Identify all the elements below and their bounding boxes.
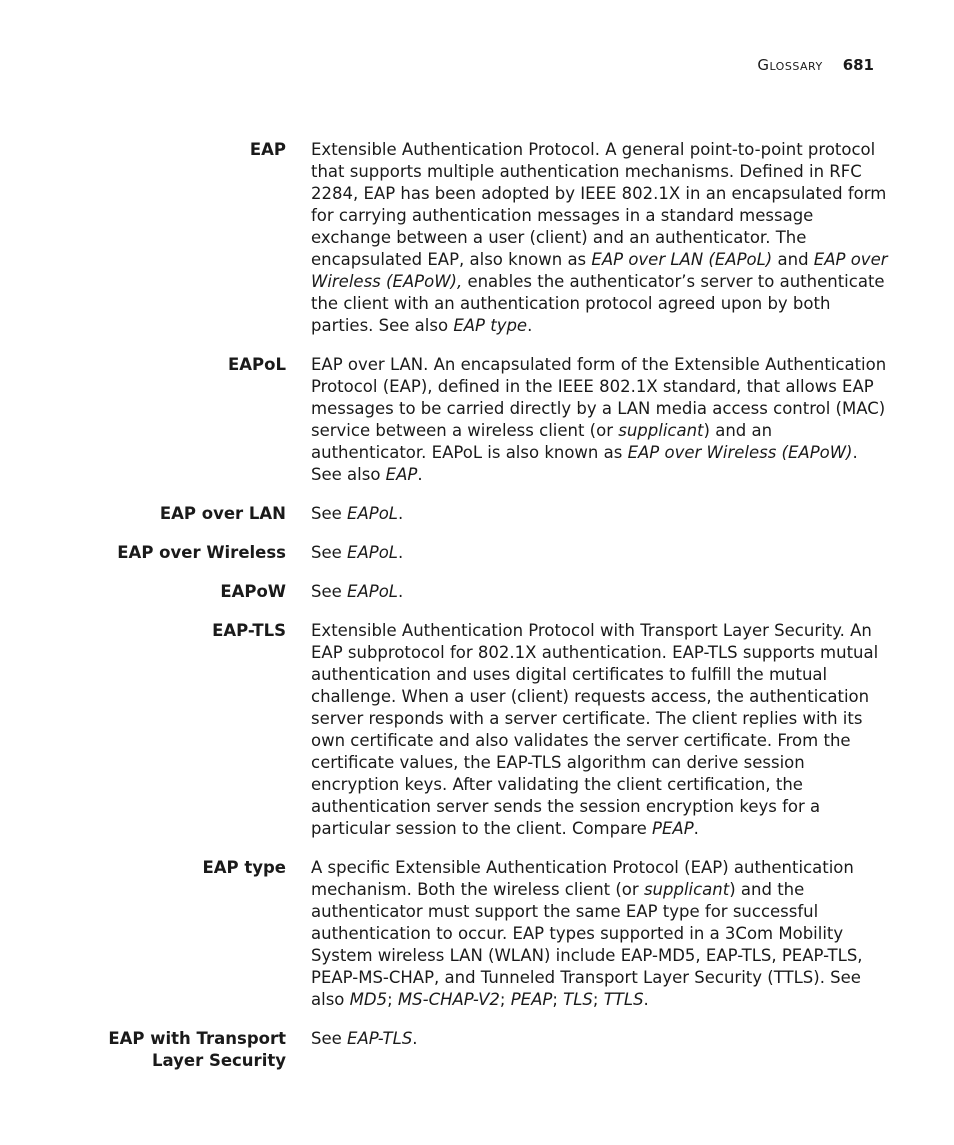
glossary-entry [0, 503, 954, 525]
definition-text: . [397, 543, 404, 562]
definition-text: See [311, 1029, 348, 1048]
definition-cross-reference: TTLS [603, 990, 644, 1009]
definition-text: . See also [311, 443, 858, 484]
definition-text: and [772, 250, 814, 269]
definition-cross-reference: PEAP [510, 990, 553, 1009]
definition-text: . [412, 1029, 418, 1048]
glossary-definition [311, 620, 889, 840]
glossary-entry [0, 581, 954, 603]
section-title-rest: LOSSARY [769, 60, 823, 73]
definition-cross-reference: EAP over Wireless (EAPoW) [627, 443, 853, 462]
definition-text: EAP over LAN. An encapsulated form of the Extensible Authentication Protocol (EAP), defined in the IEEE 802.1X standard, that allows EAP messages to be carried directly by a LAN media access control (MAC) service between a wireless client (or [311, 355, 887, 440]
definition-cross-reference: EAP over LAN (EAPoL) [591, 250, 773, 269]
page-number: 681 [842, 56, 874, 74]
definition-text: Extensible Authentication Protocol with Transport Layer Security. An EAP subprotocol for 802.1X authentication. EAP-TLS supports mutual authentication and uses digital certificates to fulfill the mutual challenge. When a user (client) requests access, the authentication server responds with a server certificate. The client replies with its own certificate and also validates the server certificate. From the certificate values, the EAP-TLS algorithm can derive session encryption keys. After validating the client certification, the authentication server sends the session encryption keys for a particular session to the client. Compare [311, 621, 879, 838]
definition-cross-reference: EAP type [453, 316, 528, 335]
glossary-entry [0, 354, 954, 486]
section-title [757, 56, 822, 74]
definition-cross-reference: EAPoL [347, 543, 398, 562]
definition-text: . [417, 465, 423, 484]
definition-text: . [693, 819, 699, 838]
glossary-entry [0, 1028, 954, 1072]
glossary-entry [0, 620, 954, 840]
glossary-definition [311, 503, 889, 525]
definition-cross-reference: EAP over Wireless (EAPoW), [311, 250, 888, 291]
definition-cross-reference: PEAP [652, 819, 694, 838]
glossary-entry [0, 139, 954, 337]
definition-text: See [311, 504, 348, 523]
glossary-definition [311, 857, 889, 1011]
definition-cross-reference: EAP [385, 465, 418, 484]
definition-text: ; [552, 990, 564, 1009]
glossary-list [0, 139, 954, 1089]
glossary-definition [311, 542, 889, 564]
glossary-term: EAP over LAN [159, 504, 286, 523]
definition-text: Extensible Authentication Protocol. A general point-to-point protocol that supports multiple authentication mechanisms. Defined in RFC 2284, EAP has been adopted by IEEE 802.1X in an encapsulated form for carrying authentication messages in a standard message exchange between a user (client) and an authenticator. The encapsulated EAP, also known as [311, 140, 887, 269]
definition-cross-reference: EAP-TLS [347, 1029, 413, 1048]
definition-text: ; [387, 990, 398, 1009]
glossary-term: EAPoL [228, 355, 286, 374]
definition-text: See [311, 543, 348, 562]
definition-text: . [397, 504, 404, 523]
glossary-term: EAP-TLS [212, 621, 286, 640]
definition-cross-reference: EAPoL [347, 504, 398, 523]
definition-cross-reference: TLS [563, 990, 593, 1009]
definition-text: A specific Extensible Authentication Protocol (EAP) authentication mechanism. Both the wireless client (or [311, 858, 854, 899]
glossary-entry [0, 542, 954, 564]
definition-text: See [311, 582, 348, 601]
glossary-term: EAP [249, 140, 286, 159]
definition-text: ) and an authenticator. EAPoL is also known as [311, 421, 773, 462]
definition-cross-reference: supplicant [643, 880, 730, 899]
definition-text: . [527, 316, 533, 335]
glossary-term: EAP type [202, 858, 286, 877]
definition-cross-reference: MS-CHAP-V2 [397, 990, 500, 1009]
definition-text: ) and the authenticator must support the same EAP type for successful authentication to occur. EAP types supported in a 3Com Mobility System wireless LAN (WLAN) include EAP-MD5, EAP-TLS, PEAP-TLS, PEAP-MS-CHAP, and Tunneled Transport Layer Security (TTLS). See also [311, 880, 863, 1009]
definition-text: . [397, 582, 404, 601]
glossary-entry [0, 857, 954, 1011]
definition-text: ; [499, 990, 511, 1009]
definition-cross-reference: supplicant [618, 421, 704, 440]
glossary-term: EAP with Transport Layer Security [108, 1029, 286, 1070]
glossary-term: EAP over Wireless [117, 543, 286, 562]
glossary-term: EAPoW [220, 582, 286, 601]
glossary-definition [311, 354, 889, 486]
definition-cross-reference: EAPoL [347, 582, 398, 601]
glossary-definition [311, 581, 889, 603]
definition-text: ; [592, 990, 604, 1009]
definition-text: . [643, 990, 649, 1009]
definition-cross-reference: MD5 [349, 990, 388, 1009]
running-header [757, 56, 874, 74]
definition-text: enables the authenticator’s server to authenticate the client with an authentication protocol agreed upon by both parties. See also [311, 272, 885, 335]
glossary-definition [311, 1028, 889, 1072]
section-title-initial: G [757, 56, 770, 74]
glossary-definition [311, 139, 889, 337]
